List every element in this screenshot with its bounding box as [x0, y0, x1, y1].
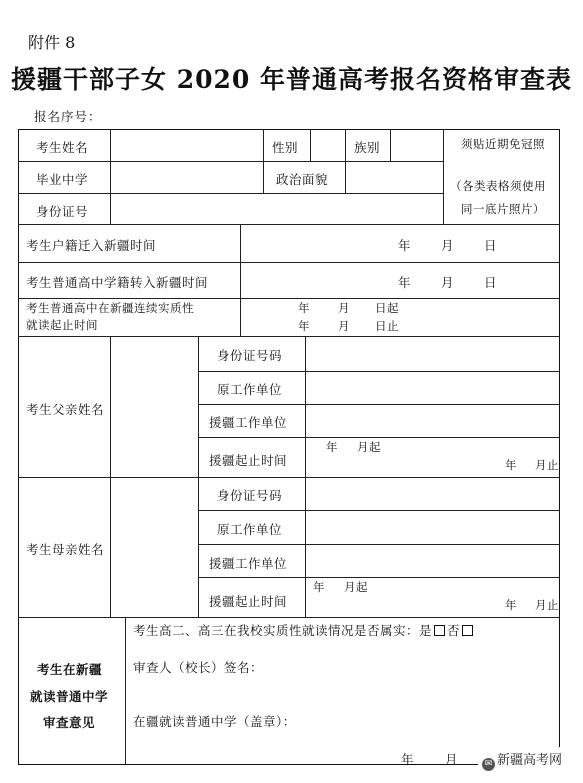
study-period-label-line2: 就读起止时间: [26, 318, 98, 332]
attachment-label: 附件 8: [28, 33, 76, 52]
study-end-day: 日止: [375, 319, 399, 333]
mother-period-end-year: 年: [505, 598, 517, 612]
ethnic-label: 族别: [354, 140, 381, 155]
father-period-start-month: 月起: [357, 440, 381, 454]
study-end-year: 年: [298, 319, 310, 333]
transfer-date-label: 考生普通高中学籍转入新疆时间: [26, 275, 209, 290]
study-end-month: 月: [338, 319, 350, 333]
review-label-line1: 考生在新疆: [37, 662, 103, 677]
mother-orig-unit-label: 原工作单位: [217, 522, 283, 537]
mother-aid-unit-label: 援疆工作单位: [209, 556, 288, 571]
review-question: [133, 621, 475, 639]
page-title: 援疆干部子女 2020 年普通高考报名资格审查表: [11, 65, 572, 94]
wechat-icon: ✉: [482, 758, 495, 771]
mother-period-label: 援疆起止时间: [209, 594, 288, 609]
hukou-year: 年: [398, 238, 412, 253]
name-label: 考生姓名: [36, 140, 89, 155]
hukou-month: 月: [441, 238, 455, 253]
review-label-line2: 就读普通中学: [30, 689, 109, 704]
political-status-label: 政治面貌: [276, 172, 329, 187]
father-id-label: 身份证号码: [217, 348, 283, 363]
mother-period-end-month: 月止: [535, 598, 559, 612]
photo-note-line2: （各类表格须使用: [450, 179, 546, 193]
yes-checkbox[interactable]: [434, 625, 445, 636]
review-year: 年: [401, 752, 415, 767]
school-label: 毕业中学: [36, 172, 89, 187]
hukou-day: 日: [484, 238, 498, 253]
father-orig-unit-label: 原工作单位: [217, 382, 283, 397]
study-start-month: 月: [338, 301, 350, 315]
review-month: 月: [445, 752, 459, 767]
school-seal-label: 在疆就读普通中学（盖章）：: [133, 714, 296, 729]
watermark-text: 新疆高考网: [497, 753, 563, 768]
no-option-label: 否: [447, 623, 461, 638]
reviewer-signature-label: 审查人（校长）签名：: [133, 660, 264, 675]
photo-note-line1: 须贴近期免冠照: [461, 137, 545, 151]
id-number-label: 身份证号: [36, 204, 89, 219]
study-start-day: 日起: [375, 301, 399, 315]
study-period-label-line1: 考生普通高中在新疆连续实质性: [26, 301, 194, 315]
hukou-date-label: 考生户籍迁入新疆时间: [26, 238, 157, 253]
mother-period-start-year: 年: [313, 580, 325, 594]
father-aid-unit-label: 援疆工作单位: [209, 415, 288, 430]
father-period-end-year: 年: [505, 458, 517, 472]
mother-id-label: 身份证号码: [217, 488, 283, 503]
gender-label: 性别: [272, 140, 299, 155]
mother-name-label: 考生母亲姓名: [26, 542, 105, 557]
transfer-month: 月: [441, 275, 455, 290]
review-label-line3: 审查意见: [43, 715, 96, 730]
review-question-text: 考生高二、高三在我校实质性就读情况是否属实：: [133, 623, 420, 638]
yes-option-label: 是: [419, 623, 433, 638]
no-checkbox[interactable]: [462, 625, 473, 636]
father-name-label: 考生父亲姓名: [26, 402, 105, 417]
transfer-day: 日: [484, 275, 498, 290]
father-period-end-month: 月止: [535, 458, 559, 472]
father-period-start-year: 年: [326, 440, 338, 454]
mother-period-start-month: 月起: [344, 580, 368, 594]
father-period-label: 援疆起止时间: [209, 453, 288, 468]
study-start-year: 年: [298, 301, 310, 315]
photo-note-line3: 同一底片照片）: [461, 202, 545, 216]
watermark: [478, 747, 566, 773]
registration-number-label: 报名序号：: [34, 109, 102, 124]
transfer-year: 年: [398, 275, 412, 290]
